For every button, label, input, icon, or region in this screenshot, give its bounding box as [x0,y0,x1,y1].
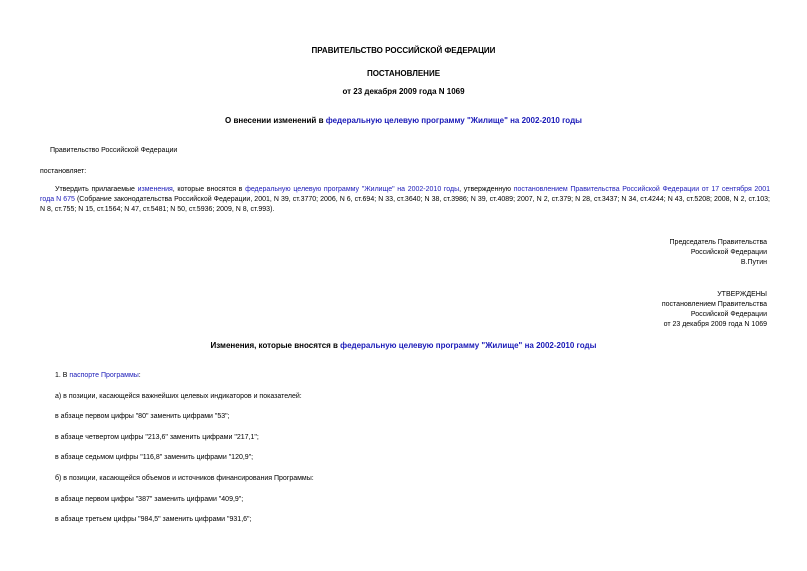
item-1-suffix: : [138,372,141,379]
signature-line: Российской Федерации [690,249,767,256]
paragraph-text: , утвержденную [459,186,514,193]
item-b-para3: в абзаце третьем цифры "984,5" заменить цифрами "931,6"; [55,516,252,523]
government-name: Правительство Российской Федерации [50,147,178,154]
paragraph-text: Утвердить прилагаемые [55,186,138,193]
passport-link[interactable]: паспорте Программы [69,372,139,379]
changes-title [0,341,807,351]
government-heading: ПРАВИТЕЛЬСТВО РОССИЙСКОЙ ФЕДЕРАЦИИ [311,46,496,55]
signature-block [527,238,767,268]
program-link[interactable]: федеральную целевую программу "Жилище" на 2002-2010 годы [325,116,582,125]
signature-line: Председатель Правительства [669,239,767,246]
resolution-paragraph [40,185,770,215]
item-a-para1: в абзаце первом цифры "80" заменить цифрами "53"; [55,413,230,420]
item-1 [55,371,141,381]
paragraph-text: , которые вносятся в [172,186,246,193]
resolution-link[interactable]: постановлением Правительства Российской Федерации от 17 сентября 2001 года N 675 [40,186,770,203]
decides-text: постановляет: [40,168,87,175]
document-title-prefix: О внесении изменений в [225,116,326,125]
approved-block [527,290,767,330]
changes-link[interactable]: изменения [137,186,173,193]
document-type: ПОСТАНОВЛЕНИЕ [366,69,441,78]
program-link-changes[interactable]: федеральную целевую программу "Жилище" на 2002-2010 годы [340,341,597,350]
program-link-inline[interactable]: федеральную целевую программу "Жилище" на 2002-2010 годы [245,186,460,193]
item-a-para4: в абзаце четвертом цифры "213,6" заменить цифрами "217,1"; [55,434,259,441]
item-1-prefix: 1. В [55,372,70,379]
signature-name: В.Путин [740,259,767,266]
approved-line: Российской Федерации [690,311,767,318]
document-date: от 23 декабря 2009 года N 1069 [342,87,465,96]
item-b: б) в позиции, касающейся объемов и источников финансирования Программы: [55,475,314,482]
approved-line: от 23 декабря 2009 года N 1069 [663,321,767,328]
paragraph-text: (Собрание законодательства Российской Федерации, 2001, N 39, ст.3770; 2006, N 6, ст.694; N 33, ст.3640; N 38, ст.3986; N 39, ст.4089; 2007, N 2, ст.379; N 28, ст.3437; N 34, ст.4244; N 43, ст.5208; 2008, N 2, ст.103; N 8, ст.755; N 15, ст.1564; N 47, ст.5481; N 50, ст.5936; 2009, N 8, ст.993). [40,196,770,213]
item-a: а) в позиции, касающейся важнейших целевых индикаторов и показателей: [55,393,302,400]
item-b-para1: в абзаце первом цифры "387" заменить цифрами "409,9"; [55,496,244,503]
approved-line: УТВЕРЖДЕНЫ [717,291,767,298]
item-a-para7: в абзаце седьмом цифры "116,8" заменить цифрами "120,9"; [55,454,254,461]
changes-title-prefix: Изменения, которые вносятся в [210,341,341,350]
document-title [0,116,807,126]
approved-line: постановлением Правительства [661,301,767,308]
